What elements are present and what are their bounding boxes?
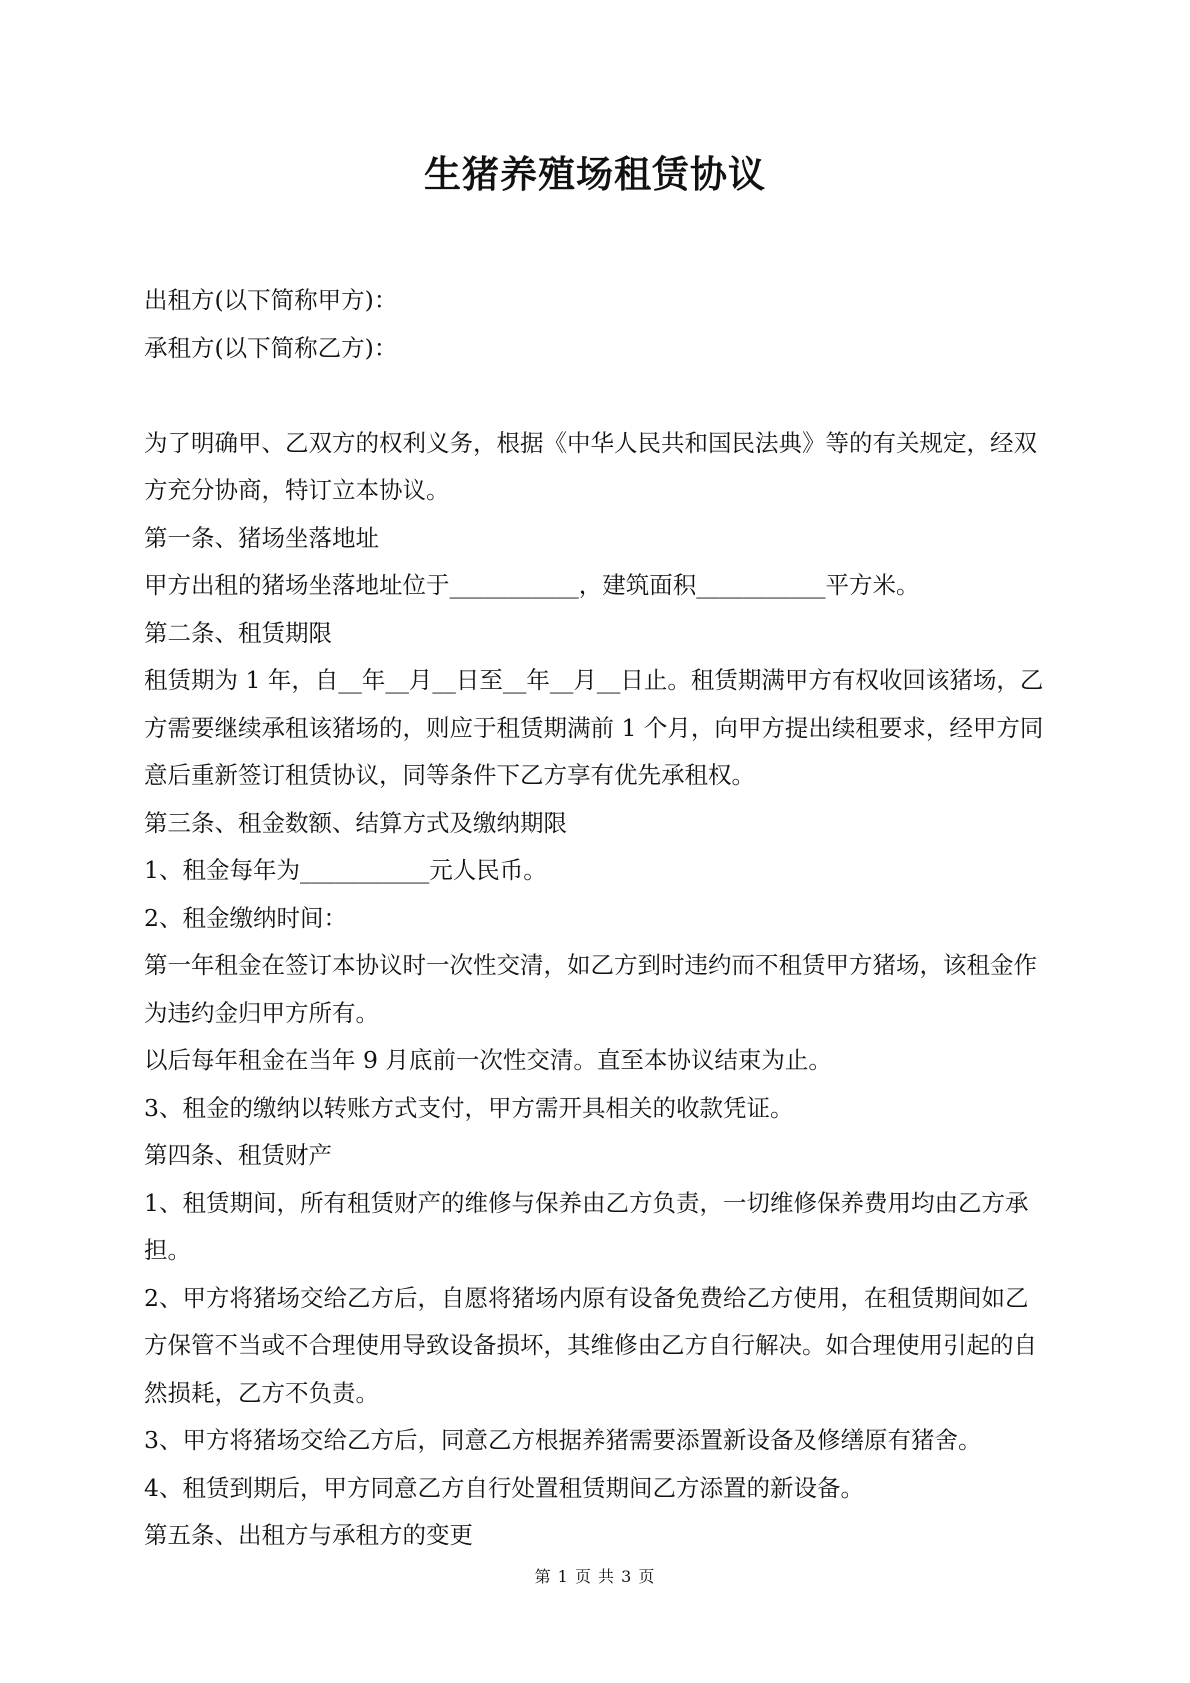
paragraph-line: 3、甲方将猪场交给乙方后，同意乙方根据养猪需要添置新设备及修缮原有猪舍。 [144,1426,982,1454]
paragraph-line: 以后每年租金在当年 9 月底前一次性交清。直至本协议结束为止。 [144,1046,832,1074]
paragraph-line: 第一年租金在签订本协议时一次性交清，如乙方到时违约而不租赁甲方猪场，该租金作 [144,951,1037,979]
paragraph-line: 甲方出租的猪场坐落地址位于___________，建筑面积___________平方米。 [144,571,920,599]
document-title: 生猪养殖场租赁协议 [424,152,766,196]
article-heading: 第二条、租赁期限 [144,618,332,647]
paragraph-line: 2、甲方将猪场交给乙方后，自愿将猪场内原有设备免费给乙方使用，在租赁期间如乙 [144,1283,1029,1312]
blank-spacer [144,372,1056,420]
document-body [144,277,1056,1560]
paragraph-line: 担。 [144,1236,191,1264]
page-number: 第 1 页 共 3 页 [534,1567,656,1586]
paragraph-line: 方充分协商，特订立本协议。 [144,476,450,504]
paragraph-line: 方需要继续承租该猪场的，则应于租赁期满前 1 个月，向甲方提出续租要求，经甲方同 [144,713,1044,742]
paragraph-line: 方保管不当或不合理使用导致设备损坏，其维修由乙方自行解决。如合理使用引起的自 [144,1331,1037,1359]
paragraph-line: 租赁期为 1 年，自__年__月__日至__年__月__日止。租赁期满甲方有权收回该猪场，乙 [144,666,1044,694]
paragraph-line: 1、租赁期间，所有租赁财产的维修与保养由乙方负责，一切维修保养费用均由乙方承 [144,1188,1029,1217]
paragraph-line: 2、租金缴纳时间： [144,903,347,932]
lessee-line: 承租方(以下简称乙方)： [144,333,398,362]
article-heading: 第一条、猪场坐落地址 [144,523,379,552]
article-heading: 第三条、租金数额、结算方式及缴纳期限 [144,808,567,837]
paragraph-line: 为违约金归甲方所有。 [144,998,379,1027]
article-heading: 第五条、出租方与承租方的变更 [144,1521,473,1549]
paragraph-line: 1、租金每年为___________元人民币。 [144,856,547,884]
paragraph-line: 为了明确甲、乙双方的权利义务，根据《中华人民共和国民法典》等的有关规定，经双 [144,428,1037,457]
article-heading: 第四条、租赁财产 [144,1141,332,1169]
paragraph-line: 然损耗，乙方不负责。 [144,1378,379,1407]
paragraph-line: 3、租金的缴纳以转账方式支付，甲方需开具相关的收款凭证。 [144,1093,794,1122]
lessor-line: 出租方(以下简称甲方)： [144,286,398,314]
paragraph-line: 4、租赁到期后，甲方同意乙方自行处置租赁期间乙方添置的新设备。 [144,1473,864,1502]
paragraph-line: 意后重新签订租赁协议，同等条件下乙方享有优先承租权。 [144,761,755,789]
